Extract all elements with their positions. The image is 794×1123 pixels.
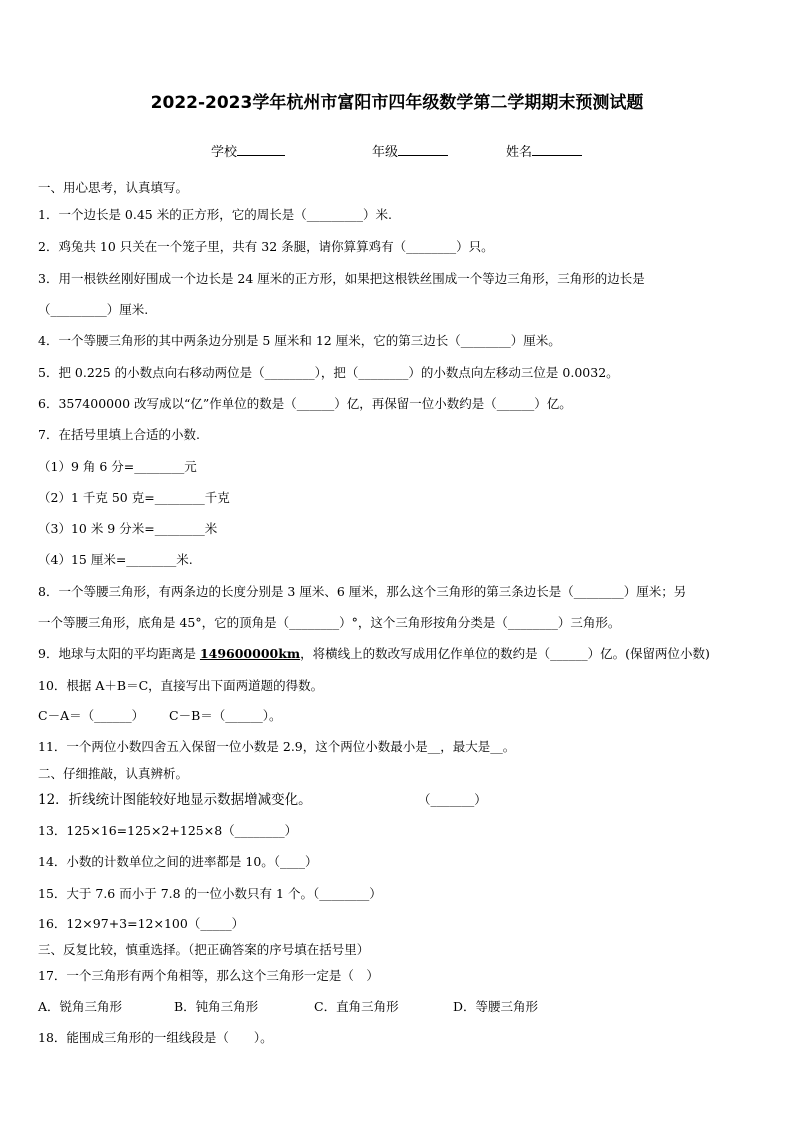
question-3-line-2: （_________）厘米. (38, 302, 149, 317)
school-blank[interactable] (237, 143, 285, 156)
name-label: 姓名 (506, 145, 533, 160)
question-17: 17．一个三角形有两个角相等，那么这个三角形一定是（ ） (38, 968, 379, 983)
question-3-line-1: 3．用一根铁丝刚好围成一个边长是 24 厘米的正方形，如果把这根铁丝围成一个等边三角形，三角形的边长是 (38, 271, 645, 286)
question-10-part-1: C－A＝（______） (38, 708, 145, 723)
question-7-2: （2）1 千克 50 克=________千克 (38, 490, 230, 505)
school-label: 学校 (211, 145, 238, 160)
grade-blank[interactable] (398, 143, 448, 156)
question-7: 7．在括号里填上合适的小数. (38, 427, 200, 442)
question-12-text: 12．折线统计图能较好地显示数据增减变化。 (38, 792, 312, 808)
question-9-distance: 149600000km (199, 646, 301, 661)
question-4: 4．一个等腰三角形的其中两条边分别是 5 厘米和 12 厘米，它的第三边长（________）厘米。 (38, 333, 561, 348)
question-13: 13．125×16=125×2+125×8（________） (38, 823, 298, 838)
school-field[interactable] (211, 141, 285, 160)
name-blank[interactable] (532, 143, 582, 156)
question-15: 15．大于 7.6 而小于 7.8 的一位小数只有 1 个。（________） (38, 886, 382, 901)
question-18: 18．能围成三角形的一组线段是（ ）。 (38, 1030, 273, 1045)
question-14: 14．小数的计数单位之间的进率都是 10。（____） (38, 854, 318, 869)
question-6: 6．357400000 改写成以“亿”作单位的数是（______）亿，再保留一位小数约是（______）亿。 (38, 396, 572, 411)
option-d: D．等腰三角形 (453, 999, 539, 1014)
option-c: C．直角三角形 (314, 999, 399, 1014)
question-7-3: （3）10 米 9 分米=________米 (38, 521, 218, 536)
question-7-4: （4）15 厘米=________米. (38, 552, 193, 567)
question-1: 1．一个边长是 0.45 米的正方形，它的周长是（_________）米. (38, 207, 392, 222)
question-8-line-2: 一个等腰三角形，底角是 45°，它的顶角是（________）°，这个三角形按角分类是（________）三角形。 (38, 615, 621, 630)
question-9-suffix: ，将横线上的数改写成用亿作单位的数约是（______）亿。(保留两位小数) (300, 646, 710, 661)
section-heading: 二、仔细推敲，认真辨析。 (38, 766, 189, 781)
question-10-answers (38, 708, 282, 724)
question-12 (38, 792, 487, 808)
question-9 (38, 646, 710, 662)
name-field[interactable] (506, 141, 582, 160)
question-10: 10．根据 A＋B＝C，直接写出下面两道题的得数。 (38, 678, 324, 693)
question-12-answer: （_______） (418, 792, 487, 807)
question-16: 16．12×97+3=12×100（_____） (38, 916, 245, 931)
section-heading: 三、反复比较，慎重选择。（把正确答案的序号填在括号里） (38, 942, 370, 957)
option-b: B．钝角三角形 (174, 999, 259, 1014)
section-heading: 一、用心思考，认真填写。 (38, 180, 189, 195)
question-11: 11．一个两位小数四舍五入保留一位小数是 2.9，这个两位小数最小是__，最大是__。 (38, 739, 516, 754)
question-9-prefix: 9．地球与太阳的平均距离是 (38, 646, 200, 661)
question-7-1: （1）9 角 6 分=________元 (38, 459, 197, 474)
question-8-line-1: 8．一个等腰三角形，有两条边的长度分别是 3 厘米、6 厘米，那么这个三角形的第三条边长是（________）厘米；另 (38, 584, 687, 599)
page-title: 2022-2023学年杭州市富阳市四年级数学第二学期期末预测试题 (150, 93, 644, 113)
question-5: 5．把 0.225 的小数点向右移动两位是（________），把（________）的小数点向左移动三位是 0.0032。 (38, 365, 619, 380)
option-a: A．锐角三角形 (38, 999, 123, 1014)
question-2: 2．鸡兔共 10 只关在一个笼子里，共有 32 条腿，请你算算鸡有（________）只。 (38, 239, 494, 254)
grade-field[interactable] (372, 141, 448, 160)
question-10-part-2: C－B＝（______）。 (169, 708, 282, 723)
question-17-options (38, 999, 538, 1015)
grade-label: 年级 (372, 145, 399, 160)
